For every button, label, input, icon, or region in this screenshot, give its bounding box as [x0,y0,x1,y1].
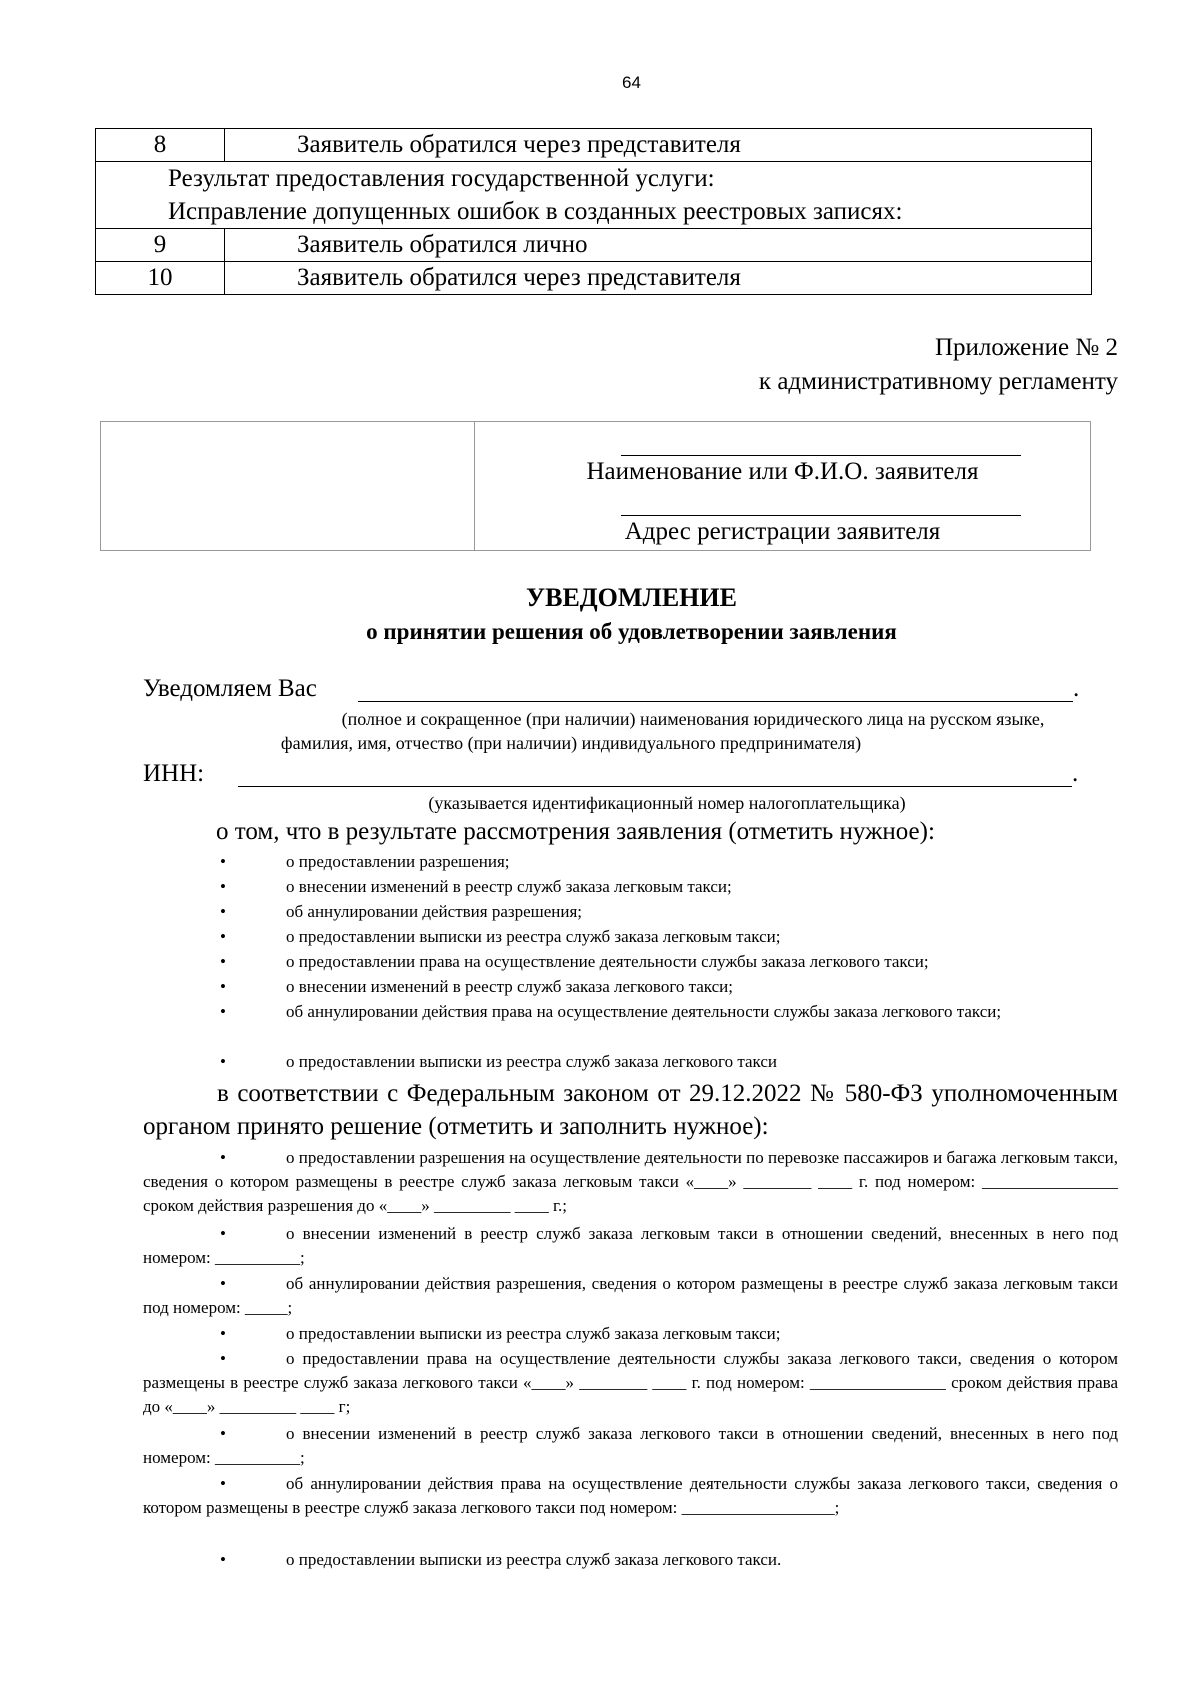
bullet-icon: • [220,902,226,921]
bullet-icon: • [220,1274,226,1293]
notify-caption-2: фамилия, имя, отчество (при наличии) индивидуального предпринимателя) [280,733,862,753]
bullet-icon: • [220,1424,226,1443]
appendix-reference: к административному регламенту [758,368,1118,395]
inn-line [143,760,1118,788]
inn-caption: (указывается идентификационный номер налогоплательщика) [428,793,906,813]
name-label: Наименование или Ф.И.О. заявителя [586,458,979,485]
table-row [96,129,1092,162]
bullet-icon: • [220,1474,226,1493]
bullet-icon: • [220,852,226,871]
bullet-icon: • [220,1349,226,1368]
decision-text: об аннулировании действия разрешения, сведения о котором размещены в реестре служб заказа легковым такси под номером: _____; [143,1274,1118,1317]
address-blank-line[interactable] [621,515,1021,516]
decision-text: о внесении изменений в реестр служб заказа легкового такси в отношении сведений, внесенных в него под номером: __________; [143,1424,1118,1467]
notify-line [143,675,1118,703]
decision-text: о предоставлении разрешения на осуществление деятельности по перевозке пассажиров и багажа легковым такси, сведения о котором размещены в реестре служб заказа легковым такси «____» ________ ____ г. под номером: ________________ сроком действия разрешения до «____» _________ ____ г.; [143,1148,1118,1215]
appendix-heading [759,331,1118,399]
table-row [96,229,1092,262]
decision-intro: в соответствии с Федеральным законом от 29.12.2022 № 580-ФЗ уполномоченным органом принято решение (отметить и заполнить нужное): [143,1080,1118,1140]
option-text: о предоставлении права на осуществление деятельности службы заказа легкового такси; [286,952,929,971]
notify-label: Уведомляем Вас [143,675,317,702]
notify-blank-line[interactable] [358,701,1073,702]
decision-text: о предоставлении права на осуществление деятельности службы заказа легкового такси, сведения о котором размещены в реестре служб заказа легкового такси «____» ________ ____ г. под номером: ________________ сроком действия права до «____» _________ ____ г; [143,1349,1118,1416]
row-number: 9 [96,229,225,262]
intro-line: о том, что в результате рассмотрения заявления (отметить нужное): [216,818,935,845]
result-header [96,162,1092,229]
bullet-icon: • [220,877,226,896]
option-text: о внесении изменений в реестр служб заказа легковым такси; [286,877,732,896]
option-text: о предоставлении разрешения; [286,852,510,871]
result-title: Результат предоставления государственной услуги: [168,165,715,192]
notice-title: УВЕДОМЛЕНИЕ [526,583,737,612]
bullet-icon: • [220,1002,226,1021]
option-text: об аннулировании действия разрешения; [286,902,583,921]
decision-text: о предоставлении выписки из реестра служб заказа легкового такси. [286,1550,782,1569]
decision-item [143,1472,1118,1520]
decision-text: о предоставлении выписки из реестра служб заказа легковым такси; [286,1324,781,1343]
inn-blank-line[interactable] [238,786,1072,787]
decision-text: об аннулировании действия права на осуществление деятельности службы заказа легкового такси, сведения о котором размещены в реестре служб заказа легкового такси под номером: __________________; [143,1474,1118,1517]
name-blank-line[interactable] [621,455,1021,456]
bullet-icon: • [220,1224,226,1243]
option-text: о внесении изменений в реестр служб заказа легкового такси; [286,977,734,996]
addressee-box [100,421,1091,551]
bullet-icon: • [220,1052,226,1071]
option-text: о предоставлении выписки из реестра служб заказа легковым такси; [286,927,781,946]
bullet-icon: • [220,977,226,996]
inn-label: ИНН: [143,760,205,787]
row-number: 10 [96,262,225,295]
bullet-icon: • [220,1550,226,1569]
address-label: Адрес регистрации заявителя [624,518,941,545]
services-table [95,128,1092,295]
decision-text: о внесении изменений в реестр служб заказа легковым такси в отношении сведений, внесенных в него под номером: __________; [143,1224,1118,1267]
option-text: о предоставлении выписки из реестра служб заказа легкового такси [286,1052,778,1071]
decision-item [143,1272,1118,1320]
decision-item [143,1146,1118,1218]
notify-end: . [1073,675,1080,702]
row-number: 8 [96,129,225,162]
bullet-icon: • [220,952,226,971]
result-subtitle: Исправление допущенных ошибок в созданных реестровых записях: [168,198,903,225]
bullet-icon: • [220,927,226,946]
option-text: об аннулировании действия права на осуществление деятельности службы заказа легкового такси; [286,1002,1002,1021]
table-row [96,162,1092,229]
list-item [143,1000,1118,1024]
page-number: 64 [622,73,641,92]
decision-item [143,1222,1118,1270]
row-text: Заявитель обратился через представителя [225,129,1092,162]
bullet-icon: • [220,1324,226,1343]
notify-caption-1: (полное и сокращенное (при наличии) наименования юридического лица на русском языке, [341,709,1045,729]
bullet-icon: • [220,1148,226,1167]
row-text: Заявитель обратился через представителя [225,262,1092,295]
appendix-number: Приложение № 2 [934,334,1118,361]
inn-end: . [1072,760,1079,787]
table-row [96,262,1092,295]
decision-item [143,1347,1118,1419]
row-text: Заявитель обратился лично [225,229,1092,262]
decision-item [143,1422,1118,1470]
notice-subtitle: о принятии решения об удовлетворении заявления [366,619,897,644]
